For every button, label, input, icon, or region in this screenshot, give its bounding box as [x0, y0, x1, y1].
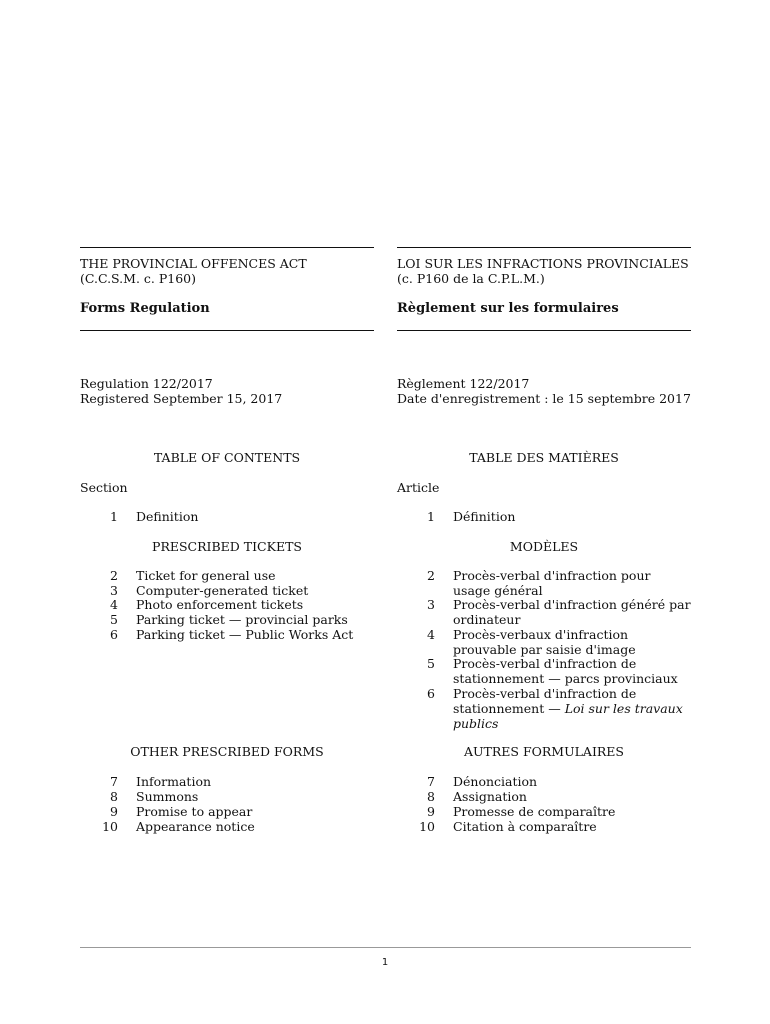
toc-entry-text: Definition: [136, 509, 199, 524]
toc-entry-number: 3: [110, 583, 118, 598]
toc-entry-text: Dénonciation: [453, 774, 538, 789]
toc-entry-text: Ticket for general use: [136, 568, 276, 583]
toc-entry-text: Photo enforcement tickets: [136, 597, 304, 612]
toc-entry-text: Assignation: [453, 789, 527, 804]
registration-date: Date d'enregistrement : le 15 septembre 2017: [397, 391, 691, 406]
footer-rule: [80, 947, 691, 948]
toc-entry-text: Appearance notice: [136, 819, 255, 834]
page-number: 1: [381, 957, 389, 968]
group-heading-prescribed-tickets: PRESCRIBED TICKETS: [152, 539, 302, 554]
regulation-title: Forms Regulation: [80, 301, 210, 316]
toc-entry-number: 6: [427, 686, 435, 701]
group-heading-other-forms: AUTRES FORMULAIRES: [463, 744, 624, 759]
toc-entry-text: Information: [136, 774, 212, 789]
group-heading-other-forms: OTHER PRESCRIBED FORMS: [130, 744, 324, 759]
toc-entry-number: 9: [110, 804, 118, 819]
toc-entry-number: 2: [427, 568, 435, 583]
toc-entry-text: Procès-verbal d'infraction généré par ordinateur: [453, 597, 691, 627]
toc-entry-number: 8: [427, 789, 435, 804]
english-column: [80, 0, 374, 1024]
group-heading-models: MODÈLES: [509, 539, 579, 554]
toc-entry-text: Procès-verbaux d'infraction prouvable par saisie d'image: [453, 627, 636, 657]
section-label: Article: [397, 480, 440, 495]
toc-entry-number: 8: [110, 789, 118, 804]
toc-entry-text: Parking ticket — Public Works Act: [136, 627, 354, 642]
toc-entry-text: Définition: [453, 509, 516, 524]
toc-entry-number: 10: [419, 819, 435, 834]
french-column: [397, 0, 691, 1024]
section-label: Section: [80, 480, 128, 495]
header-bottom-rule: [397, 330, 691, 331]
regulation-number: Règlement 122/2017: [397, 376, 530, 391]
regulation-title: Règlement sur les formulaires: [397, 301, 619, 316]
act-citation: (c. P160 de la C.P.L.M.): [397, 271, 545, 286]
toc-entry-number: 5: [427, 656, 435, 671]
toc-entry-number: 5: [110, 612, 118, 627]
toc-entry-text: Procès-verbal d'infraction pour usage général: [453, 568, 651, 598]
act-title: LOI SUR LES INFRACTIONS PROVINCIALES: [397, 256, 689, 271]
toc-entry-text-plain: Procès-verbal d'infraction de stationnement —: [453, 686, 637, 716]
toc-entry-text: [453, 686, 691, 731]
toc-entry-number: 1: [110, 509, 118, 524]
toc-entry-text: Promise to appear: [136, 804, 253, 819]
toc-entry-text: Procès-verbal d'infraction de stationnement — parcs provinciaux: [453, 656, 678, 686]
toc-entry-number: 3: [427, 597, 435, 612]
toc-entry-number: 2: [110, 568, 118, 583]
toc-entry-number: 6: [110, 627, 118, 642]
toc-entry-number: 7: [427, 774, 435, 789]
toc-entry-number: 4: [427, 627, 435, 642]
regulation-number: Regulation 122/2017: [80, 376, 213, 391]
toc-entry-text: Promesse de comparaître: [453, 804, 616, 819]
toc-entry-text: Computer-generated ticket: [136, 583, 309, 598]
header-bottom-rule: [80, 330, 374, 331]
toc-heading: TABLE DES MATIÈRES: [469, 450, 619, 465]
header-top-rule: [80, 247, 374, 248]
toc-entry-number: 9: [427, 804, 435, 819]
toc-entry-text: Summons: [136, 789, 199, 804]
toc-entry-text: Citation à comparaître: [453, 819, 597, 834]
toc-entry-text: Parking ticket — provincial parks: [136, 612, 348, 627]
header-top-rule: [397, 247, 691, 248]
act-title: THE PROVINCIAL OFFENCES ACT: [80, 256, 307, 271]
toc-entry-text-italic: Loi sur les travaux publics: [453, 701, 683, 731]
registration-date: Registered September 15, 2017: [80, 391, 283, 406]
act-citation: (C.C.S.M. c. P160): [80, 271, 196, 286]
toc-entry-number: 10: [102, 819, 118, 834]
toc-entry-number: 1: [427, 509, 435, 524]
toc-heading: TABLE OF CONTENTS: [153, 450, 301, 465]
toc-entry-number: 7: [110, 774, 118, 789]
toc-entry-number: 4: [110, 597, 118, 612]
